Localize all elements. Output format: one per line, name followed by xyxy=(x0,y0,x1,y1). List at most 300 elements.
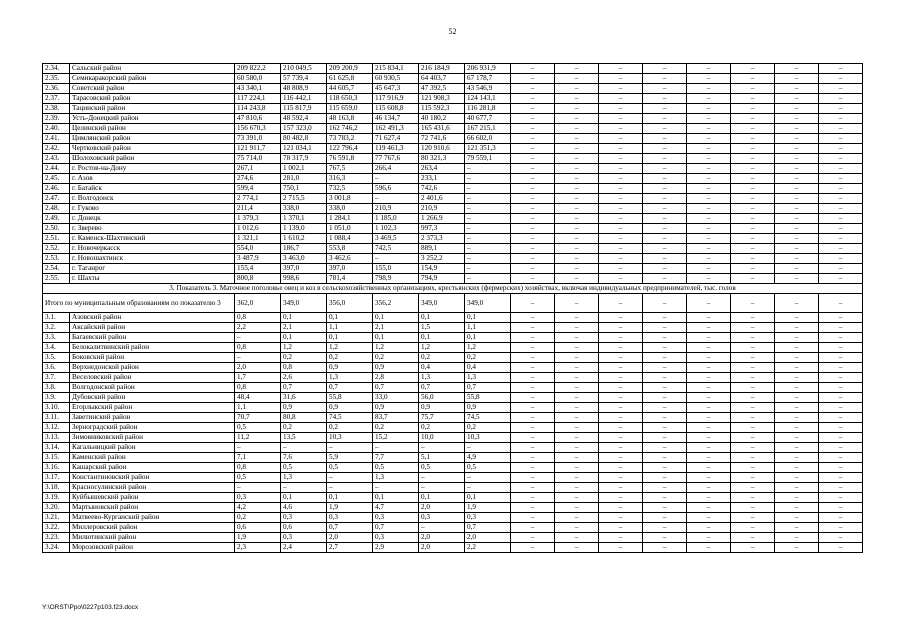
row-dash: – xyxy=(819,234,863,244)
row-district: Куйбышевский район xyxy=(70,493,235,503)
row-value: 46 134,7 xyxy=(373,114,419,124)
row-district: Багаевский район xyxy=(70,333,235,343)
row-dash: – xyxy=(511,443,555,453)
row-dash: – xyxy=(731,463,775,473)
row-dash: – xyxy=(731,104,775,114)
row-dash: – xyxy=(511,224,555,234)
row-value: 1,3 xyxy=(465,373,511,383)
row-value: – xyxy=(327,483,373,493)
total-value: 356,0 xyxy=(327,294,373,313)
row-dash: – xyxy=(819,64,863,74)
row-value: – xyxy=(327,473,373,483)
row-number: 3.11. xyxy=(43,413,70,423)
row-dash: – xyxy=(643,214,687,224)
row-value: 7,7 xyxy=(373,453,419,463)
row-dash: – xyxy=(599,104,643,114)
row-value: 162 746,2 xyxy=(327,124,373,134)
row-value: 742,6 xyxy=(419,184,465,194)
row-value: 0,5 xyxy=(235,473,281,483)
table-row xyxy=(43,403,863,413)
row-district: Азовский район xyxy=(70,313,235,323)
row-dash: – xyxy=(687,363,731,373)
row-dash: – xyxy=(555,373,599,383)
row-value: – xyxy=(465,274,511,284)
row-dash: – xyxy=(687,124,731,134)
row-dash: – xyxy=(775,373,819,383)
row-dash: – xyxy=(775,124,819,134)
row-dash: – xyxy=(775,493,819,503)
total-dash: – xyxy=(687,294,731,313)
row-value: 2 715,5 xyxy=(281,194,327,204)
row-dash: – xyxy=(643,483,687,493)
row-dash: – xyxy=(775,274,819,284)
row-value: 0,1 xyxy=(327,313,373,323)
row-number: 2.46. xyxy=(43,184,70,194)
row-dash: – xyxy=(599,343,643,353)
row-dash: – xyxy=(687,264,731,274)
row-dash: – xyxy=(643,313,687,323)
row-dash: – xyxy=(643,94,687,104)
row-value: 553,8 xyxy=(327,244,373,254)
row-value: 77 767,6 xyxy=(373,154,419,164)
row-dash: – xyxy=(687,513,731,523)
row-dash: – xyxy=(599,134,643,144)
row-dash: – xyxy=(599,443,643,453)
table-row xyxy=(43,224,863,234)
row-dash: – xyxy=(511,64,555,74)
total-dash: – xyxy=(731,294,775,313)
row-dash: – xyxy=(643,323,687,333)
total-value: 349,0 xyxy=(419,294,465,313)
row-dash: – xyxy=(731,254,775,264)
row-dash: – xyxy=(511,264,555,274)
row-value: 10,3 xyxy=(327,433,373,443)
row-value: 78 317,9 xyxy=(281,154,327,164)
row-value: 0,1 xyxy=(373,493,419,503)
row-district: Морозовский район xyxy=(70,543,235,553)
row-dash: – xyxy=(731,513,775,523)
row-dash: – xyxy=(687,144,731,154)
row-number: 3.18. xyxy=(43,483,70,493)
row-dash: – xyxy=(555,313,599,323)
row-dash: – xyxy=(731,543,775,553)
row-number: 3.12. xyxy=(43,423,70,433)
row-value: 2,0 xyxy=(419,503,465,513)
row-value: 0,1 xyxy=(419,333,465,343)
row-value: 119 461,3 xyxy=(373,144,419,154)
row-dash: – xyxy=(731,363,775,373)
row-dash: – xyxy=(731,164,775,174)
row-value: 72 741,6 xyxy=(419,134,465,144)
row-dash: – xyxy=(643,64,687,74)
page-number: 52 xyxy=(448,27,457,36)
row-dash: – xyxy=(643,493,687,503)
row-dash: – xyxy=(511,393,555,403)
row-dash: – xyxy=(775,533,819,543)
row-value: 0,2 xyxy=(373,353,419,363)
row-dash: – xyxy=(599,533,643,543)
row-number: 2.45. xyxy=(43,174,70,184)
table-row xyxy=(43,154,863,164)
row-dash: – xyxy=(687,84,731,94)
row-value: 154,9 xyxy=(419,264,465,274)
row-dash: – xyxy=(599,144,643,154)
row-value: – xyxy=(465,443,511,453)
row-dash: – xyxy=(819,114,863,124)
row-value: 2,1 xyxy=(373,323,419,333)
row-number: 2.37. xyxy=(43,94,70,104)
row-dash: – xyxy=(819,503,863,513)
row-number: 2.41. xyxy=(43,134,70,144)
row-dash: – xyxy=(775,74,819,84)
row-value: 47 810,6 xyxy=(235,114,281,124)
row-value: 263,4 xyxy=(419,164,465,174)
row-value: 1 139,0 xyxy=(281,224,327,234)
row-value: 2,0 xyxy=(419,533,465,543)
row-dash: – xyxy=(775,164,819,174)
row-dash: – xyxy=(555,234,599,244)
row-district: г. Батайск xyxy=(70,184,235,194)
row-value: 57 739,4 xyxy=(281,74,327,84)
row-dash: – xyxy=(731,503,775,513)
row-dash: – xyxy=(555,84,599,94)
row-dash: – xyxy=(511,353,555,363)
row-number: 3.7. xyxy=(43,373,70,383)
row-value: 70,7 xyxy=(235,413,281,423)
row-number: 2.48. xyxy=(43,204,70,214)
row-dash: – xyxy=(643,343,687,353)
row-district: Зерноградский район xyxy=(70,423,235,433)
row-value: – xyxy=(465,204,511,214)
row-value: 2,2 xyxy=(235,323,281,333)
row-value: 0,1 xyxy=(327,493,373,503)
row-value: 1,3 xyxy=(373,473,419,483)
row-dash: – xyxy=(731,124,775,134)
row-dash: – xyxy=(687,543,731,553)
row-value: 2,3 xyxy=(235,543,281,553)
row-value: – xyxy=(235,353,281,363)
row-dash: – xyxy=(731,333,775,343)
row-value: 2,0 xyxy=(327,533,373,543)
row-value: 1 051,0 xyxy=(327,224,373,234)
row-number: 3.15. xyxy=(43,453,70,463)
row-dash: – xyxy=(599,523,643,533)
row-dash: – xyxy=(731,194,775,204)
section-title: 3. Показатель 3. Маточное поголовье овец и коз в сельскохозяйственных организациях, крестьянских (фермерских) хозяйствах, включая индивидуальных предпринимателей, тыс. голов xyxy=(43,284,863,294)
row-value: 274,6 xyxy=(235,174,281,184)
row-dash: – xyxy=(775,224,819,234)
row-dash: – xyxy=(775,104,819,114)
row-dash: – xyxy=(599,234,643,244)
row-dash: – xyxy=(819,433,863,443)
row-dash: – xyxy=(819,403,863,413)
row-number: 3.5. xyxy=(43,353,70,363)
row-value: 0,6 xyxy=(235,523,281,533)
table-row xyxy=(43,164,863,174)
row-dash: – xyxy=(599,274,643,284)
row-district: г. Зверево xyxy=(70,224,235,234)
row-dash: – xyxy=(643,164,687,174)
row-value: 0,9 xyxy=(465,403,511,413)
row-dash: – xyxy=(819,443,863,453)
row-value: 0,7 xyxy=(373,523,419,533)
row-value: 0,1 xyxy=(465,333,511,343)
row-dash: – xyxy=(687,413,731,423)
row-value: 750,1 xyxy=(281,184,327,194)
row-value: 116 442,1 xyxy=(281,94,327,104)
row-dash: – xyxy=(555,214,599,224)
row-dash: – xyxy=(731,244,775,254)
row-dash: – xyxy=(731,443,775,453)
row-value: 79 559,1 xyxy=(465,154,511,164)
row-value: 0,4 xyxy=(465,363,511,373)
row-dash: – xyxy=(775,154,819,164)
row-value: 2,8 xyxy=(373,373,419,383)
row-dash: – xyxy=(511,154,555,164)
row-dash: – xyxy=(687,214,731,224)
row-value: 0,9 xyxy=(373,363,419,373)
row-value: 44 605,7 xyxy=(327,84,373,94)
row-dash: – xyxy=(511,323,555,333)
row-value: 4,7 xyxy=(373,503,419,513)
row-number: 2.54. xyxy=(43,264,70,274)
row-dash: – xyxy=(819,184,863,194)
table-row xyxy=(43,323,863,333)
row-value: 0,2 xyxy=(465,353,511,363)
row-value: 1,2 xyxy=(373,343,419,353)
total-dash: – xyxy=(555,294,599,313)
row-dash: – xyxy=(555,423,599,433)
row-district: Кашарский район xyxy=(70,463,235,473)
row-value: 47 392,5 xyxy=(419,84,465,94)
row-value: 124 143,1 xyxy=(465,94,511,104)
row-value: 117 224,1 xyxy=(235,94,281,104)
row-value: 2,9 xyxy=(373,543,419,553)
row-value: 48 592,4 xyxy=(281,114,327,124)
row-district: Матвеево-Курганский район xyxy=(70,513,235,523)
row-value: 554,0 xyxy=(235,244,281,254)
row-dash: – xyxy=(599,174,643,184)
row-value: – xyxy=(235,483,281,493)
row-value: 74,5 xyxy=(465,413,511,423)
row-value: 1,9 xyxy=(465,503,511,513)
row-value: 3 487,9 xyxy=(235,254,281,264)
row-dash: – xyxy=(643,204,687,214)
row-value: 186,7 xyxy=(281,244,327,254)
row-district: Егорлыкский район xyxy=(70,403,235,413)
row-district: г. Новошахтинск xyxy=(70,254,235,264)
row-dash: – xyxy=(555,323,599,333)
row-dash: – xyxy=(599,214,643,224)
row-dash: – xyxy=(599,333,643,343)
row-number: 3.10. xyxy=(43,403,70,413)
row-district: г. Новочеркасск xyxy=(70,244,235,254)
row-dash: – xyxy=(555,184,599,194)
row-dash: – xyxy=(819,413,863,423)
row-value: 0,3 xyxy=(465,513,511,523)
row-number: 3.8. xyxy=(43,383,70,393)
row-dash: – xyxy=(819,373,863,383)
row-dash: – xyxy=(819,144,863,154)
row-value: – xyxy=(419,523,465,533)
row-value: 7,1 xyxy=(235,453,281,463)
row-dash: – xyxy=(511,94,555,104)
row-value: 75 714,0 xyxy=(235,154,281,164)
row-dash: – xyxy=(643,174,687,184)
row-dash: – xyxy=(775,523,819,533)
row-number: 2.40. xyxy=(43,124,70,134)
row-dash: – xyxy=(599,363,643,373)
table-row xyxy=(43,104,863,114)
row-dash: – xyxy=(731,413,775,423)
table-row xyxy=(43,523,863,533)
row-dash: – xyxy=(555,483,599,493)
row-dash: – xyxy=(775,513,819,523)
row-value: 1,2 xyxy=(281,343,327,353)
row-district: Волгодонской район xyxy=(70,383,235,393)
row-value: 1,3 xyxy=(419,373,465,383)
row-value: 0,9 xyxy=(327,403,373,413)
row-dash: – xyxy=(555,333,599,343)
row-value: 997,3 xyxy=(419,224,465,234)
row-district: г. Гуково xyxy=(70,204,235,214)
row-value: 0,3 xyxy=(235,493,281,503)
row-value: 4,2 xyxy=(235,503,281,513)
row-dash: – xyxy=(775,144,819,154)
row-value: – xyxy=(373,174,419,184)
total-row xyxy=(43,294,863,313)
row-dash: – xyxy=(819,363,863,373)
row-value: 156 670,3 xyxy=(235,124,281,134)
row-dash: – xyxy=(599,353,643,363)
row-dash: – xyxy=(687,254,731,264)
row-dash: – xyxy=(819,543,863,553)
row-value: 15,2 xyxy=(373,433,419,443)
row-dash: – xyxy=(731,313,775,323)
table-row xyxy=(43,463,863,473)
row-value: 1,1 xyxy=(327,323,373,333)
row-dash: – xyxy=(643,443,687,453)
row-value: 0,2 xyxy=(327,353,373,363)
row-dash: – xyxy=(731,214,775,224)
row-dash: – xyxy=(643,453,687,463)
row-dash: – xyxy=(599,94,643,104)
row-dash: – xyxy=(819,214,863,224)
row-dash: – xyxy=(687,74,731,84)
row-dash: – xyxy=(731,84,775,94)
row-dash: – xyxy=(687,533,731,543)
row-number: 3.19. xyxy=(43,493,70,503)
row-value: 0,2 xyxy=(327,423,373,433)
row-district: г. Таганрог xyxy=(70,264,235,274)
row-dash: – xyxy=(511,413,555,423)
table-row xyxy=(43,493,863,503)
row-dash: – xyxy=(775,433,819,443)
row-dash: – xyxy=(819,473,863,483)
row-dash: – xyxy=(555,493,599,503)
row-dash: – xyxy=(687,234,731,244)
row-dash: – xyxy=(599,513,643,523)
row-dash: – xyxy=(687,134,731,144)
row-value: 1,2 xyxy=(465,343,511,353)
row-value: 3 462,6 xyxy=(327,254,373,264)
row-dash: – xyxy=(819,523,863,533)
row-value: 5,1 xyxy=(419,453,465,463)
row-dash: – xyxy=(643,144,687,154)
row-dash: – xyxy=(819,104,863,114)
row-dash: – xyxy=(731,224,775,234)
table-row xyxy=(43,234,863,244)
row-value: – xyxy=(373,483,419,493)
table-row xyxy=(43,413,863,423)
row-dash: – xyxy=(687,64,731,74)
row-value: 1,7 xyxy=(235,373,281,383)
row-dash: – xyxy=(775,453,819,463)
row-dash: – xyxy=(687,194,731,204)
total-dash: – xyxy=(643,294,687,313)
row-dash: – xyxy=(643,353,687,363)
row-dash: – xyxy=(511,333,555,343)
row-value: 1 088,4 xyxy=(327,234,373,244)
row-dash: – xyxy=(687,353,731,363)
row-dash: – xyxy=(819,343,863,353)
table-row xyxy=(43,443,863,453)
total-dash: – xyxy=(599,294,643,313)
row-dash: – xyxy=(819,463,863,473)
row-value: 5,9 xyxy=(327,453,373,463)
row-dash: – xyxy=(599,413,643,423)
row-value: 0,2 xyxy=(419,423,465,433)
row-value: 76 591,8 xyxy=(327,154,373,164)
row-dash: – xyxy=(643,363,687,373)
total-value: 349,0 xyxy=(465,294,511,313)
row-dash: – xyxy=(643,403,687,413)
row-dash: – xyxy=(555,154,599,164)
row-dash: – xyxy=(687,523,731,533)
row-dash: – xyxy=(599,264,643,274)
total-value: 356,2 xyxy=(373,294,419,313)
row-dash: – xyxy=(775,313,819,323)
row-dash: – xyxy=(511,144,555,154)
row-number: 2.49. xyxy=(43,214,70,224)
row-value: 0,7 xyxy=(373,383,419,393)
row-dash: – xyxy=(687,343,731,353)
row-dash: – xyxy=(599,503,643,513)
row-dash: – xyxy=(599,164,643,174)
row-value: – xyxy=(465,174,511,184)
row-value: 1 610,2 xyxy=(281,234,327,244)
table-row xyxy=(43,124,863,134)
row-dash: – xyxy=(819,124,863,134)
row-value: 798,9 xyxy=(373,274,419,284)
row-dash: – xyxy=(819,84,863,94)
row-dash: – xyxy=(555,513,599,523)
row-value: 0,2 xyxy=(235,513,281,523)
row-value: 0,3 xyxy=(373,513,419,523)
row-dash: – xyxy=(731,433,775,443)
table-row xyxy=(43,114,863,124)
row-dash: – xyxy=(643,224,687,234)
table-row xyxy=(43,214,863,224)
row-value: – xyxy=(327,443,373,453)
row-district: г. Шахты xyxy=(70,274,235,284)
row-district: г. Азов xyxy=(70,174,235,184)
row-dash: – xyxy=(511,244,555,254)
row-value: 3 469,5 xyxy=(373,234,419,244)
row-value: 0,3 xyxy=(419,513,465,523)
row-dash: – xyxy=(687,94,731,104)
row-value: 1,2 xyxy=(327,343,373,353)
